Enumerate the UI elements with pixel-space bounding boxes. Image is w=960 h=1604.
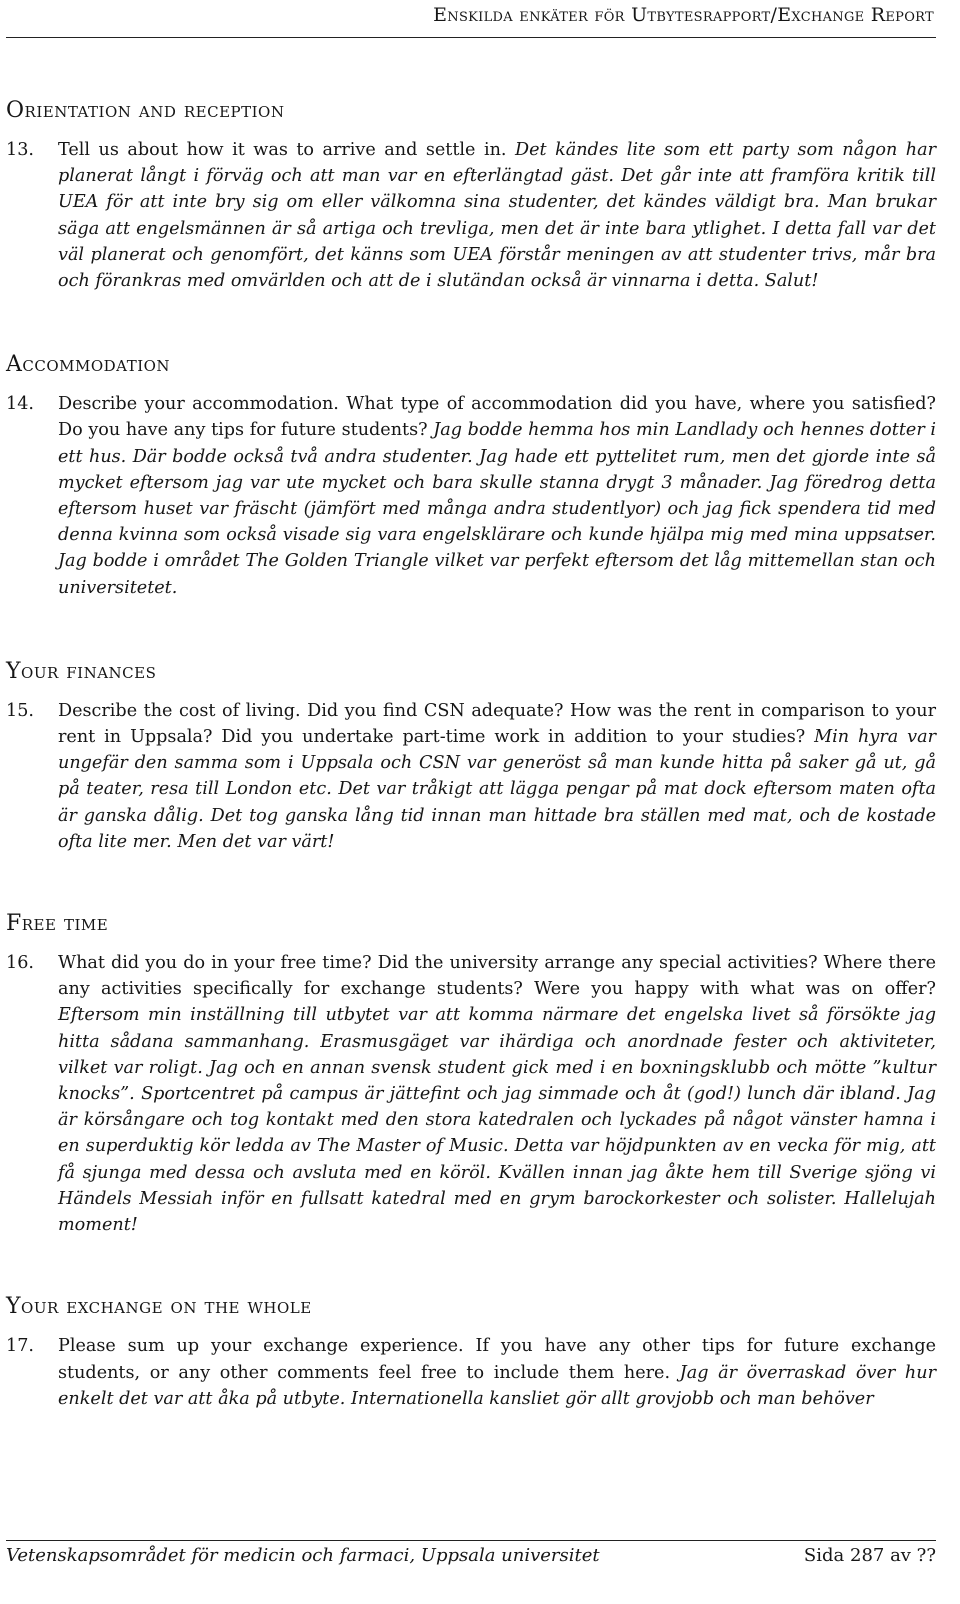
question-item [6, 1333, 936, 1412]
question-body [58, 950, 936, 1238]
section-accommodation [6, 352, 936, 601]
question-text: Please sum up your exchange experience. If you have any other tips for future exchange students, or any other comments feel free to include them here. [58, 1336, 936, 1383]
running-header: Enskilda enkäter för Utbytesrapport/Exchange Report [433, 4, 934, 26]
question-body [58, 137, 936, 294]
section-orientation [6, 98, 936, 294]
question-number: 14. [6, 394, 34, 415]
question-number: 15. [6, 700, 34, 721]
section-finances [6, 659, 936, 855]
question-text: Tell us about how it was to arrive and settle in. [58, 140, 507, 160]
section-exchange-whole [6, 1294, 936, 1412]
answer-text: Jag är överraskad över hur enkelt det var att åka på utbyte. Internationella kansliet gör allt grovjobb och man behöver [58, 1362, 936, 1409]
footer-rule [6, 1540, 936, 1541]
section-title: Free time [6, 911, 109, 937]
question-number: 16. [6, 953, 34, 974]
question-body [58, 698, 936, 855]
question-item [6, 137, 936, 294]
header-rule [6, 37, 936, 38]
section-title: Your exchange on the whole [6, 1294, 312, 1320]
section-title: Your finances [6, 658, 157, 684]
question-text: Describe your accommodation. What type of accommodation did you have, where you satisfied? Do you have any tips for future students? [58, 394, 936, 441]
page-footer [6, 1545, 936, 1566]
section-free-time [6, 911, 936, 1238]
section-title: Orientation and reception [6, 98, 285, 123]
question-item [6, 950, 936, 1238]
answer-text: Eftersom min inställning till utbytet var att komma närmare det engelska livet så försökte jag hitta sådana sammanhang. Erasmusgäget var ihärdiga och anordnade fester och aktiviteter, vilket var roligt. Jag och en annan svensk student gick med i en boxningsklubb och mötte ”kultur knocks”. Sportcentret på campus är jättefint och jag simmade och åt (god!) lunch där ibland. Jag är körsångare och tog kontakt med den stora katedralen och lyckades på något vänster hamna i en superduktig kör ledda av The Master of Music. Detta var höjdpunkten av en vecka för mig, att få sjunga med dessa och avsluta med en köröl. Kvällen innan jag åkte hem till Sverige sjöng vi Händels Messiah inför en fullsatt katedral med en grym barockorkester och solister. Hallelujah moment! [58, 1005, 936, 1236]
question-item [6, 391, 936, 601]
question-text: What did you do in your free time? Did the university arrange any special activities? Where there any activities specifically for exchange students? Were you happy with what was on offer? [58, 953, 936, 1000]
question-body [58, 1333, 936, 1412]
footer-institution: Vetenskapsområdet för medicin och farmaci, Uppsala universitet [6, 1545, 600, 1566]
question-number: 17. [6, 1336, 34, 1357]
answer-text: Jag bodde hemma hos min Landlady och hennes dotter i ett hus. Där bodde också två andra studenter. Jag hade ett pyttelitet rum, men det gjorde inte så mycket eftersom jag var ute mycket och bara skulle stanna drygt 3 månader. Jag föredrog detta eftersom huset var fräscht (jämfört med många andra studentlyor) och jag fick spendera tid med denna kvinna som också visade sig vara engelsklärare och kunde hjälpa mig med mina uppsatser. Jag bodde i området The Golden Triangle vilket var perfekt eftersom det låg mittemellan stan och universitetet. [58, 420, 937, 598]
page-number: Sida 287 av ?? [803, 1545, 936, 1566]
answer-text: Det kändes lite som ett party som någon har planerat långt i förväg och att man var en efterlängtad gäst. Det går inte att framföra kritik till UEA för att inte bry sig om eller välkomna sina studenter, det kändes väldigt bra. Man brukar säga att engelsmännen är så artiga och trevliga, men det är inte bara ytlighet. I detta fall var det väl planerat och genomfört, det känns som UEA förstår meningen av att studenter trivs, mår bra och förankras med omvärlden och att de i slutändan också är vinnarna i detta. Salut! [58, 140, 936, 292]
answer-text: Min hyra var ungefär den samma som i Uppsala och CSN var generöst så man kunde hitta på saker gå ut, gå på teater, resa till London etc. Det var tråkigt att lägga pengar på mat dock eftersom maten ofta är ganska dålig. Det tog ganska lång tid innan man hittade bra ställen med mat, och de kostade ofta lite mer. Men det var värt! [58, 727, 937, 852]
document-body [6, 98, 936, 1412]
section-title: Accommodation [6, 352, 171, 378]
question-number: 13. [6, 140, 34, 160]
question-item [6, 698, 936, 855]
question-text: Describe the cost of living. Did you find CSN adequate? How was the rent in comparison to your rent in Uppsala? Did you undertake part-time work in addition to your studies? [58, 700, 936, 748]
question-body [58, 391, 936, 601]
